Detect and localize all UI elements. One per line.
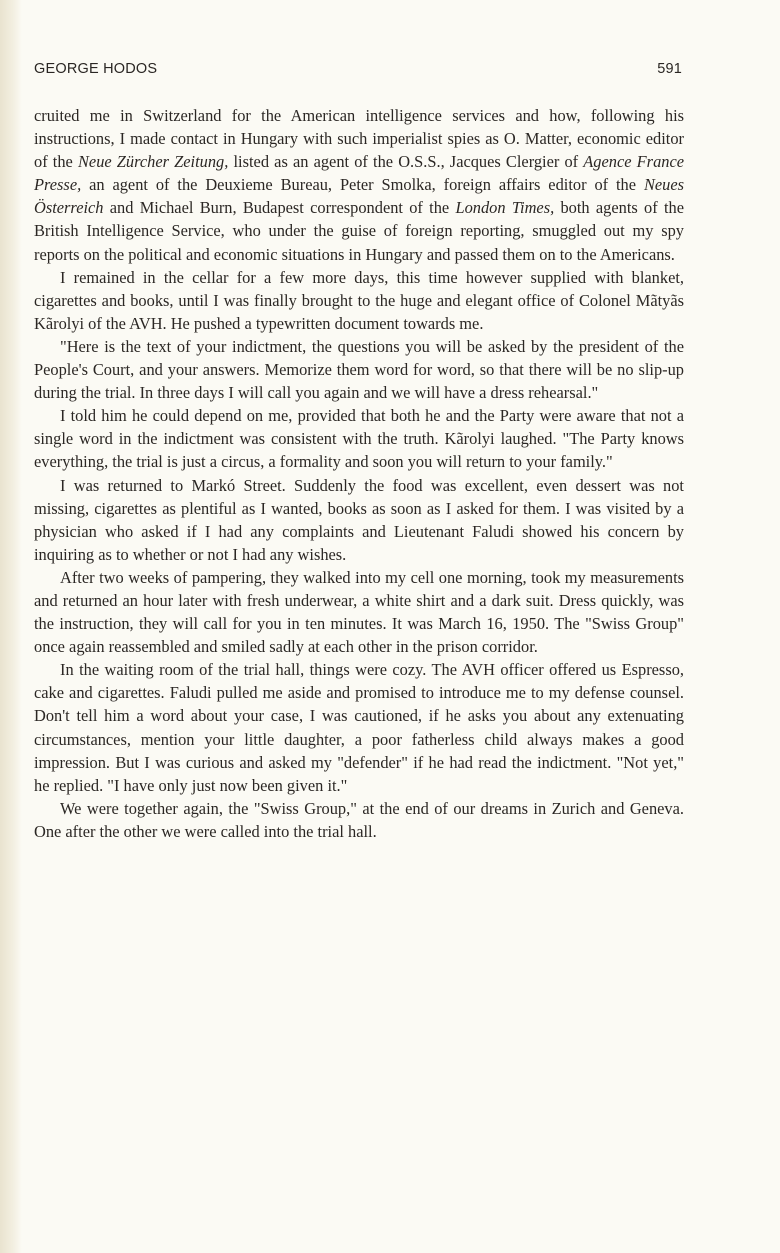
page-header	[34, 61, 682, 77]
text-run: After two weeks of pampering, they walked into my cell one morning, took my measurements and returned an hour later with fresh underwear, a white shirt and a dark suit. Dress quickly, was the instruction, they will call for you in ten minutes. It was March 16, 1950. The "Swiss Group" once again reassembled and smiled sadly at each other in the prison corridor.	[34, 567, 684, 657]
italic-title: Neues Österreich	[34, 175, 684, 218]
paragraph	[34, 474, 684, 566]
text-run: and Michael Burn, Budapest correspondent of the	[103, 198, 456, 218]
text-run: In the waiting room of the trial hall, things were cozy. The AVH officer offered us Espresso, cake and cigarettes. Faludi pulled me aside and promised to introduce me to my defense counsel. Don't tell him a word about your case, I was cautioned, if he asks you about any extenuating circumstances, mention your little daughter, a poor fatherless child always makes a good impression. But I was curious and asked my "defender" if he had read the indictment. "Not yet," he replied. "I have only just now been given it."	[34, 660, 684, 795]
paragraph	[34, 266, 684, 335]
paragraph	[34, 335, 684, 404]
book-gutter	[0, 0, 22, 1253]
page-number: 591	[657, 61, 682, 77]
paragraph	[34, 566, 684, 658]
paragraph	[34, 404, 684, 473]
running-head: GEORGE HODOS	[34, 61, 158, 77]
text-run: We were together again, the "Swiss Group," at the end of our dreams in Zurich and Geneva. One after the other we were called into the trial hall.	[34, 798, 684, 841]
text-run: an agent of the Deuxieme Bureau, Peter Smolka, foreign affairs editor of the	[81, 175, 644, 195]
text-run: cruited me in Switzerland for the American intelligence services and how, following his instructions, I made contact in Hungary with such imperialist spies as O. Matter, economic editor of the	[34, 106, 684, 172]
text-run: I remained in the cellar for a few more days, this time however supplied with blanket, cigarettes and books, until I was finally brought to the huge and elegant office of Colonel Mãtyãs Kãrolyi of the AVH. He pushed a typewritten document towards me.	[34, 267, 684, 333]
paragraph	[34, 104, 684, 266]
text-run: "Here is the text of your indictment, the questions you will be asked by the president of the People's Court, and your answers. Memorize them word for word, so that there will be no slip-up during the trial. In three days I will call you again and we will have a dress rehearsal."	[34, 336, 684, 403]
text-run: listed as an agent of the O.S.S., Jacques Clergier of	[228, 152, 584, 172]
italic-title: Neue Zürcher Zeitung,	[77, 152, 229, 172]
text-run: both agents of the British Intelligence Service, who under the guise of foreign reporting, smuggled out my spy reports on the political and economic situations in Hungary and passed them on to the Americans.	[34, 198, 684, 264]
paragraph	[34, 658, 684, 797]
italic-title: London Times,	[455, 198, 555, 218]
paragraph	[34, 797, 684, 843]
text-run: I told him he could depend on me, provided that both he and the Party were aware that not a single word in the indictment was consistent with the truth. Kãrolyi laughed. "The Party knows everything, the trial is just a circus, a formality and soon you will return to your family."	[34, 406, 684, 472]
text-run: I was returned to Markó Street. Suddenly the food was excellent, even dessert was not missing, cigarettes as plentiful as I wanted, books as soon as I asked for them. I was visited by a physician who asked if I had any complaints and Lieutenant Faludi showed his concern by inquiring as to whether or not I had any wishes.	[34, 475, 684, 564]
italic-title: Agence France Presse,	[34, 152, 685, 195]
body-text	[34, 104, 684, 843]
